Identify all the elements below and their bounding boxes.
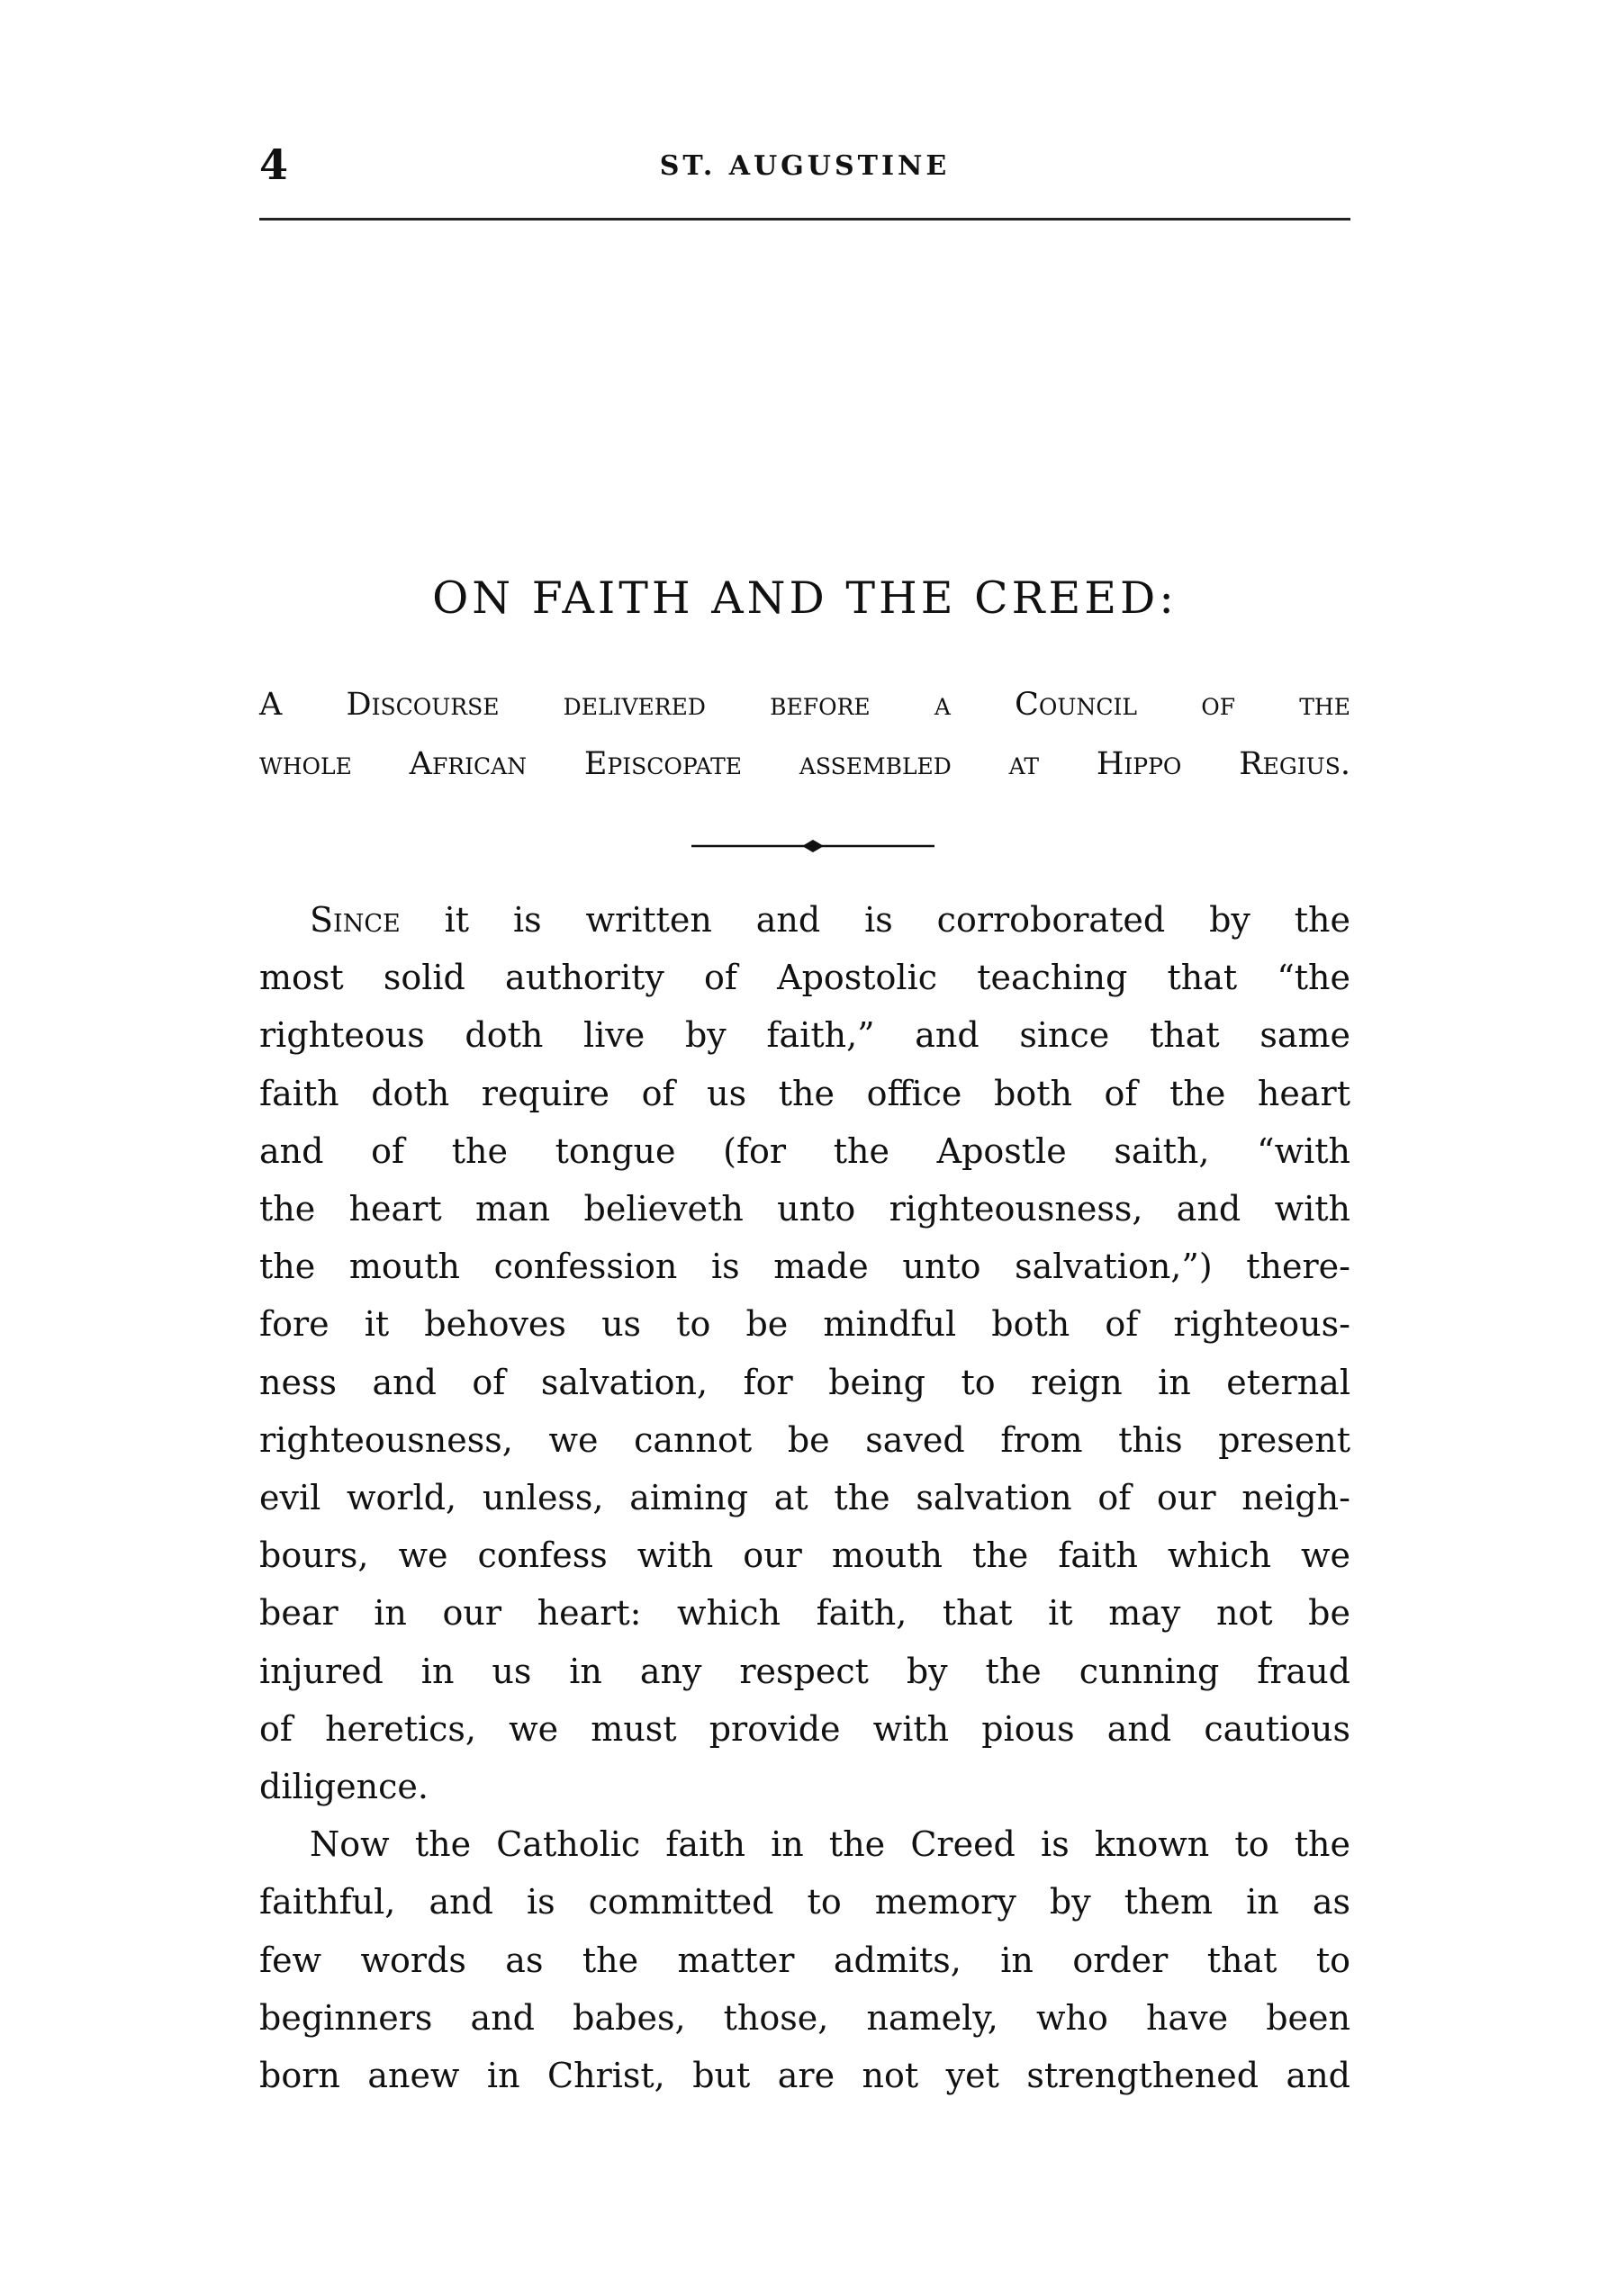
chapter-title: ON FAITH AND THE CREED:: [432, 572, 1178, 624]
header-rule: [259, 218, 1350, 221]
page-number: 4: [259, 140, 289, 189]
text-line: injured in us in any respect by the cunning fraud: [259, 1651, 1350, 1691]
body-text: [259, 891, 1350, 2104]
text-line: most solid authority of Apostolic teaching that “the: [259, 958, 1350, 998]
text-line: fore it behoves us to be mindful both of righteous-: [259, 1304, 1350, 1345]
text-line: and of the tongue (for the Apostle saith, “with: [259, 1130, 1350, 1171]
ornament-divider: [691, 837, 934, 855]
text-line: bear in our heart: which faith, that it may not be: [259, 1593, 1350, 1634]
first-line-text: it is written and is corroborated by the: [400, 900, 1350, 940]
subtitle-line: whole African Episcopate assembled at Hippo Regius.: [259, 746, 1350, 782]
text-line: of heretics, we must provide with pious and cautious: [259, 1708, 1350, 1749]
text-line: faithful, and is committed to memory by them in as: [259, 1882, 1350, 1922]
text-line: Now the Catholic faith in the Creed is known to the: [310, 1824, 1350, 1865]
running-title: ST. AUGUSTINE: [659, 150, 951, 182]
text-line: evil world, unless, aiming at the salvation of our neigh-: [259, 1478, 1350, 1518]
text-line: righteousness, we cannot be saved from this present: [259, 1419, 1350, 1460]
text-line: righteous doth live by faith,” and since that same: [259, 1015, 1350, 1056]
text-line: ness and of salvation, for being to reign in eternal: [259, 1362, 1350, 1402]
chapter-subtitle: [259, 675, 1350, 794]
text-line: bours, we confess with our mouth the faith which we: [259, 1535, 1350, 1576]
text-line: [259, 891, 1350, 949]
text-line: the mouth confession is made unto salvation,”) there-: [259, 1247, 1350, 1287]
text-line: the heart man believeth unto righteousness, and with: [259, 1189, 1350, 1229]
text-line: beginners and babes, those, namely, who have been: [259, 1997, 1350, 2038]
text-line: faith doth require of us the office both of the heart: [259, 1073, 1350, 1113]
subtitle-line: A Discourse delivered before a Council of the: [259, 687, 1350, 723]
text-line: diligence.: [259, 1767, 429, 1807]
lead-word: Since: [310, 900, 401, 940]
text-line: born anew in Christ, but are not yet strengthened and: [259, 2056, 1350, 2096]
text-line: few words as the matter admits, in order that to: [259, 1940, 1350, 1980]
running-head: [259, 142, 1350, 196]
